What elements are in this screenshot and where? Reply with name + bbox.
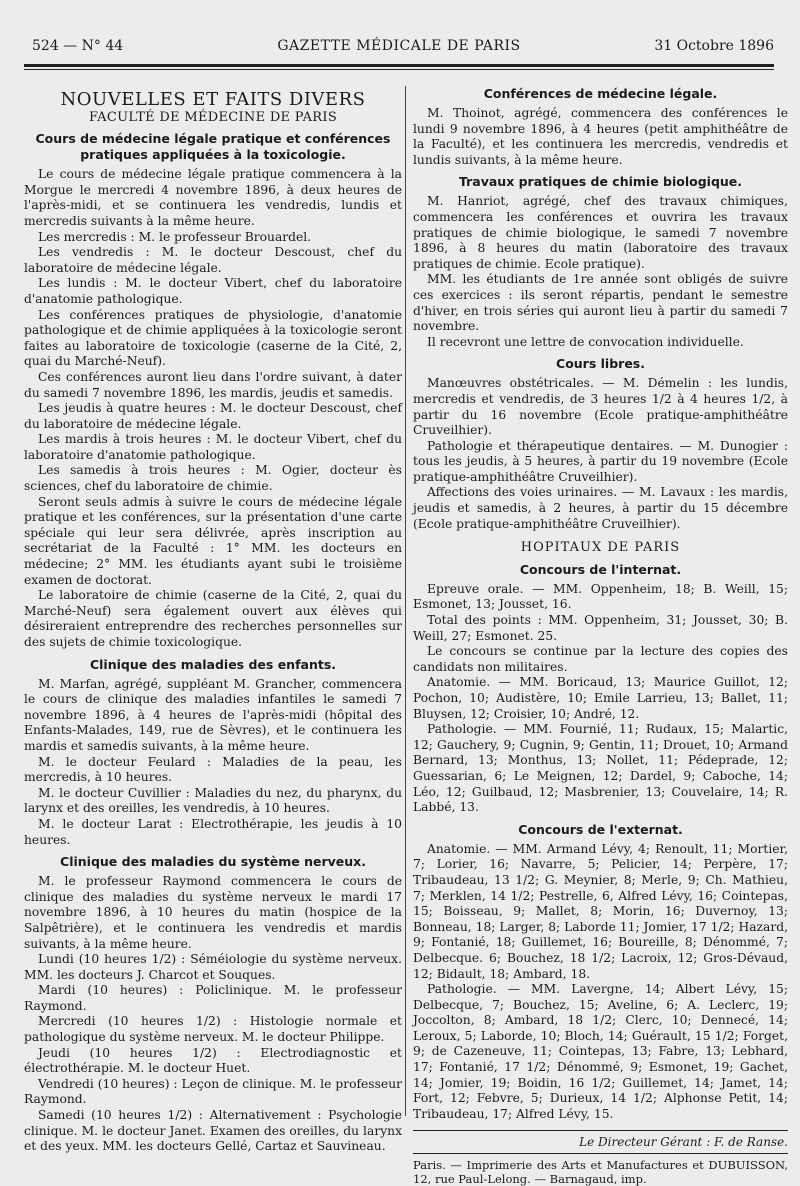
paragraph: M. Hanriot, agrégé, chef des travaux chimiques, commencera les conférences et ouvrira les travaux pratiques de chimie biologique, le samedi 7 novembre 1896, à 8 heures du matin (laboratoire des travaux pratiques de chimie. Ecole pratique). xyxy=(413,194,788,271)
paragraph: Les samedis à trois heures : M. Ogier, docteur ès sciences, chef du laboratoire de chimie. xyxy=(24,463,402,494)
article-heading: Conférences de médecine légale. xyxy=(483,86,718,101)
paragraph: Affections des voies urinaires. — M. Lavaux : les mardis, jeudis et samedis, à 2 heures, à partir du 15 décembre (Ecole pratique-amphithéâtre Cruveilhier). xyxy=(413,485,788,531)
header-rule xyxy=(24,64,774,67)
section-heading: NOUVELLES ET FAITS DIVERS xyxy=(60,89,366,110)
paragraph: Le laboratoire de chimie (caserne de la Cité, 2, quai du Marché-Neuf) sera également ouvert aux élèves qui désireraient entreprendre des recherches personnelles sur des sujets de chimie toxicologique. xyxy=(24,588,402,649)
paragraph: M. Marfan, agrégé, suppléant M. Grancher, commencera le cours de clinique des maladies infantiles le samedi 7 novembre 1896, à 4 heures de l'après-midi (hôpital des Enfants-Malades, 149, rue de Sèvres), et le continuera les mardis et samedis suivants, à la même heure. xyxy=(24,676,402,753)
paragraph: Les mercredis : M. le professeur Brouardel. xyxy=(38,229,312,244)
paragraph: Seront seuls admis à suivre le cours de médecine légale pratique et les conférences, sur la présentation d'une carte spéciale qui leur sera délivrée, après inscription au secrétariat de la Faculté : 1° MM. les docteurs en médecine; 2° MM. les étudiants ayant subi le troisième examen de doctorat. xyxy=(24,494,402,587)
page-header xyxy=(24,36,774,56)
issue-date: 31 Octobre 1896 xyxy=(654,38,774,54)
paragraph: Manœuvres obstétricales. — M. Démelin : les lundis, mercredis et vendredis, de 3 heures 1/2 à 4 heures 1/2, à partir du 16 novembre (Ecole pratique-amphithéâtre Cruveilhier). xyxy=(413,376,788,438)
paragraph: Le cours de médecine légale pratique commencera à la Morgue le mercredi 4 novembre 1896, à deux heures de l'après-midi, et se continuera les vendredis, lundis et mercredis suivants à la même heure. xyxy=(24,167,402,228)
right-column xyxy=(413,80,788,1186)
paragraph: M. Thoinot, agrégé, commencera des conférences le lundi 9 novembre 1896, à 4 heures (petit amphithéâtre de la Faculté), et les continuera les mercredis, vendredis et lundis suivants, à la même heure. xyxy=(413,106,788,167)
paragraph: Vendredi (10 heures) : Leçon de clinique. M. le professeur Raymond. xyxy=(24,1076,402,1107)
paragraph: MM. les étudiants de 1re année sont obligés de suivre ces exercices : ils seront répartis, pendant le semestre d'hiver, en trois séries qui auront lieu à partir du samedi 7 novembre. xyxy=(413,272,788,334)
article-heading: Cours libres. xyxy=(556,356,645,372)
column-separator xyxy=(405,86,406,1116)
article-heading: Cours de médecine légale pratique et conférences pratiques appliquées à la toxicologie. xyxy=(35,131,391,163)
section-heading: HOPITAUX DE PARIS xyxy=(520,540,681,556)
paragraph: Ces conférences auront lieu dans l'ordre suivant, à dater du samedi 7 novembre 1896, les mardis, jeudis et samedis. xyxy=(24,369,402,400)
paragraph: M. le professeur Raymond commencera le cours de clinique des maladies du système nerveux le mardi 17 novembre 1896, à 10 heures du matin (hospice de la Salpêtrière), et le continuera les vendredis et mardis suivants, à la même heure. xyxy=(24,874,402,951)
footer-rule xyxy=(413,1130,788,1131)
subsection-heading: FACULTÉ DE MÉDECINE DE PARIS xyxy=(88,109,338,125)
left-column xyxy=(24,80,402,1155)
paragraph: Les jeudis à quatre heures : M. le docteur Descoust, chef du laboratoire de médecine légale. xyxy=(24,401,402,431)
footer-rule-thin xyxy=(413,1153,788,1154)
paragraph: Total des points : MM. Oppenheim, 31; Jousset, 30; B. Weill, 27; Esmonet. 25. xyxy=(413,613,788,643)
paragraph: Lundi (10 heures 1/2) : Séméiologie du système nerveux. MM. les docteurs J. Charcot et Souques. xyxy=(24,952,402,982)
paragraph: Les conférences pratiques de physiologie, d'anatomie pathologique et de chimie appliquées à la toxicologie seront faites au laboratoire de toxicologie (caserne de la Cité, 2, quai du Marché-Neuf). xyxy=(24,307,402,369)
article-heading: Concours de l'externat. xyxy=(518,821,683,837)
paragraph: Anatomie. — MM. Boricaud, 13; Maurice Guillot, 12; Pochon, 10; Audistère, 10; Emile Larrieu, 13; Ballet, 11; Bluysen, 12; Croisier, 10; André, 12. xyxy=(413,675,788,721)
article-heading: Clinique des maladies des enfants. xyxy=(89,656,337,672)
paragraph: Les mardis à trois heures : M. le docteur Vibert, chef du laboratoire d'anatomie pathologique. xyxy=(24,432,402,462)
newspaper-title: GAZETTE MÉDICALE DE PARIS xyxy=(277,38,521,54)
paragraph: M. le docteur Feulard : Maladies de la peau, les mercredis, à 10 heures. xyxy=(24,754,402,785)
paragraph: Pathologie et thérapeutique dentaires. — M. Dunogier : tous les jeudis, à 5 heures, à partir du 19 novembre (Ecole pratique-amphithéâtre Cruveilhier). xyxy=(413,438,788,484)
paragraph: Les lundis : M. le docteur Vibert, chef du laboratoire d'anatomie pathologique. xyxy=(24,276,402,306)
page-number: 524 — N° 44 xyxy=(32,38,124,54)
article-heading: Concours de l'internat. xyxy=(519,561,682,577)
paragraph: Samedi (10 heures 1/2) : Alternativement : Psychologie clinique. M. le docteur Janet. Examen des oreilles, du larynx et des yeux. MM. les docteurs Gellé, Cartaz et Sauvineau. xyxy=(24,1108,402,1154)
paragraph: Il recevront une lettre de convocation individuelle. xyxy=(427,334,744,349)
paragraph: Le concours se continue par la lecture des copies des candidats non militaires. xyxy=(413,644,788,674)
paragraph: M. le docteur Cuvillier : Maladies du nez, du pharynx, du larynx et des oreilles, les vendredis, à 10 heures. xyxy=(24,785,402,816)
header-rule-thin xyxy=(24,69,774,70)
article-heading: Clinique des maladies du système nerveux. xyxy=(60,854,366,870)
paragraph: Anatomie. — MM. Armand Lévy, 4; Renoult, 11; Mortier, 7; Lorier, 16; Navarre, 5; Pelicier, 14; Perpère, 17; Tribaudeau, 13 1/2; G. Meynier, 8; Merle, 9; Ch. Mathieu, 7; Merklen, 14 1/2; Pestrelle, 6, Alfred Lévy, 16; Cointepas, 15; Boisseau, 9; Mallet, 8; Morin, 16; Duvernoy, 13; Bonneau, 18; Larger, 8; Laborde 11; Jomier, 17 1/2; Hazard, 9; Fontanié, 18; Guillemet, 16; Boureille, 8; Dénommé, 7; Delbecque. 6; Bouchez, 18 1/2; Lacroix, 12; Gros-Dévaud, 12; Bidault, 18; Ambard, 18. xyxy=(413,841,788,981)
paragraph: Jeudi (10 heures 1/2) : Electrodiagnostic et électrothérapie. M. le docteur Huet. xyxy=(24,1045,402,1076)
director-signature: Le Directeur Gérant : F. de Ranse. xyxy=(579,1135,788,1150)
paragraph: Mercredi (10 heures 1/2) : Histologie normale et pathologique du système nerveux. M. le docteur Philippe. xyxy=(24,1014,402,1045)
paragraph: Pathologie. — MM. Lavergne, 14; Albert Lévy, 15; Delbecque, 7; Bouchez, 15; Aveline, 6; A. Leclerc, 19; Joccolton, 8; Ambard, 18 1/2; Clerc, 10; Dennecé, 14; Leroux, 5; Laborde, 10; Bloch, 14; Guérault, 15 1/2; Forget, 9; de Cazeneuve, 11; Cointepas, 13; Fabre, 13; Lebhard, 17; Fontanié, 17 1/2; Dénommé, 9; Esmonet, 19; Gachet, 14; Jomier, 19; Boidin, 16 1/2; Guillemet, 14; Jamet, 14; Fort, 12; Febvre, 5; Durieux, 14 1/2; Alphonse Petit, 14; Tribaudeau, 17; Alfred Lévy, 15. xyxy=(413,982,788,1121)
paragraph: Les vendredis : M. le docteur Descoust, chef du laboratoire de médecine légale. xyxy=(24,245,402,275)
paragraph: Pathologie. — MM. Fournié, 11; Rudaux, 15; Malartic, 12; Gauchery, 9; Cugnin, 9; Gentin, 11; Drouet, 10; Armand Bernard, 13; Monthus, 13; Nollet, 11; Pédeprade, 12; Guessarian, 6; Le Meignen, 12; Dardel, 9; Caboche, 14; Léo, 12; Guilbaud, 12; Masbrenier, 13; Couvelaire, 14; R. Labbé, 13. xyxy=(413,722,788,815)
paragraph: Epreuve orale. — MM. Oppenheim, 18; B. Weill, 15; Esmonet, 13; Jousset, 16. xyxy=(413,581,788,612)
article-heading: Travaux pratiques de chimie biologique. xyxy=(458,174,743,190)
printer-imprint: Paris. — Imprimerie des Arts et Manufactures et DUBUISSON, 12, rue Paul-Lelong. — Barnagaud, imp. xyxy=(413,1158,788,1186)
paragraph: M. le docteur Larat : Electrothérapie, les jeudis à 10 heures. xyxy=(24,816,402,847)
paragraph: Mardi (10 heures) : Policlinique. M. le professeur Raymond. xyxy=(24,983,402,1013)
